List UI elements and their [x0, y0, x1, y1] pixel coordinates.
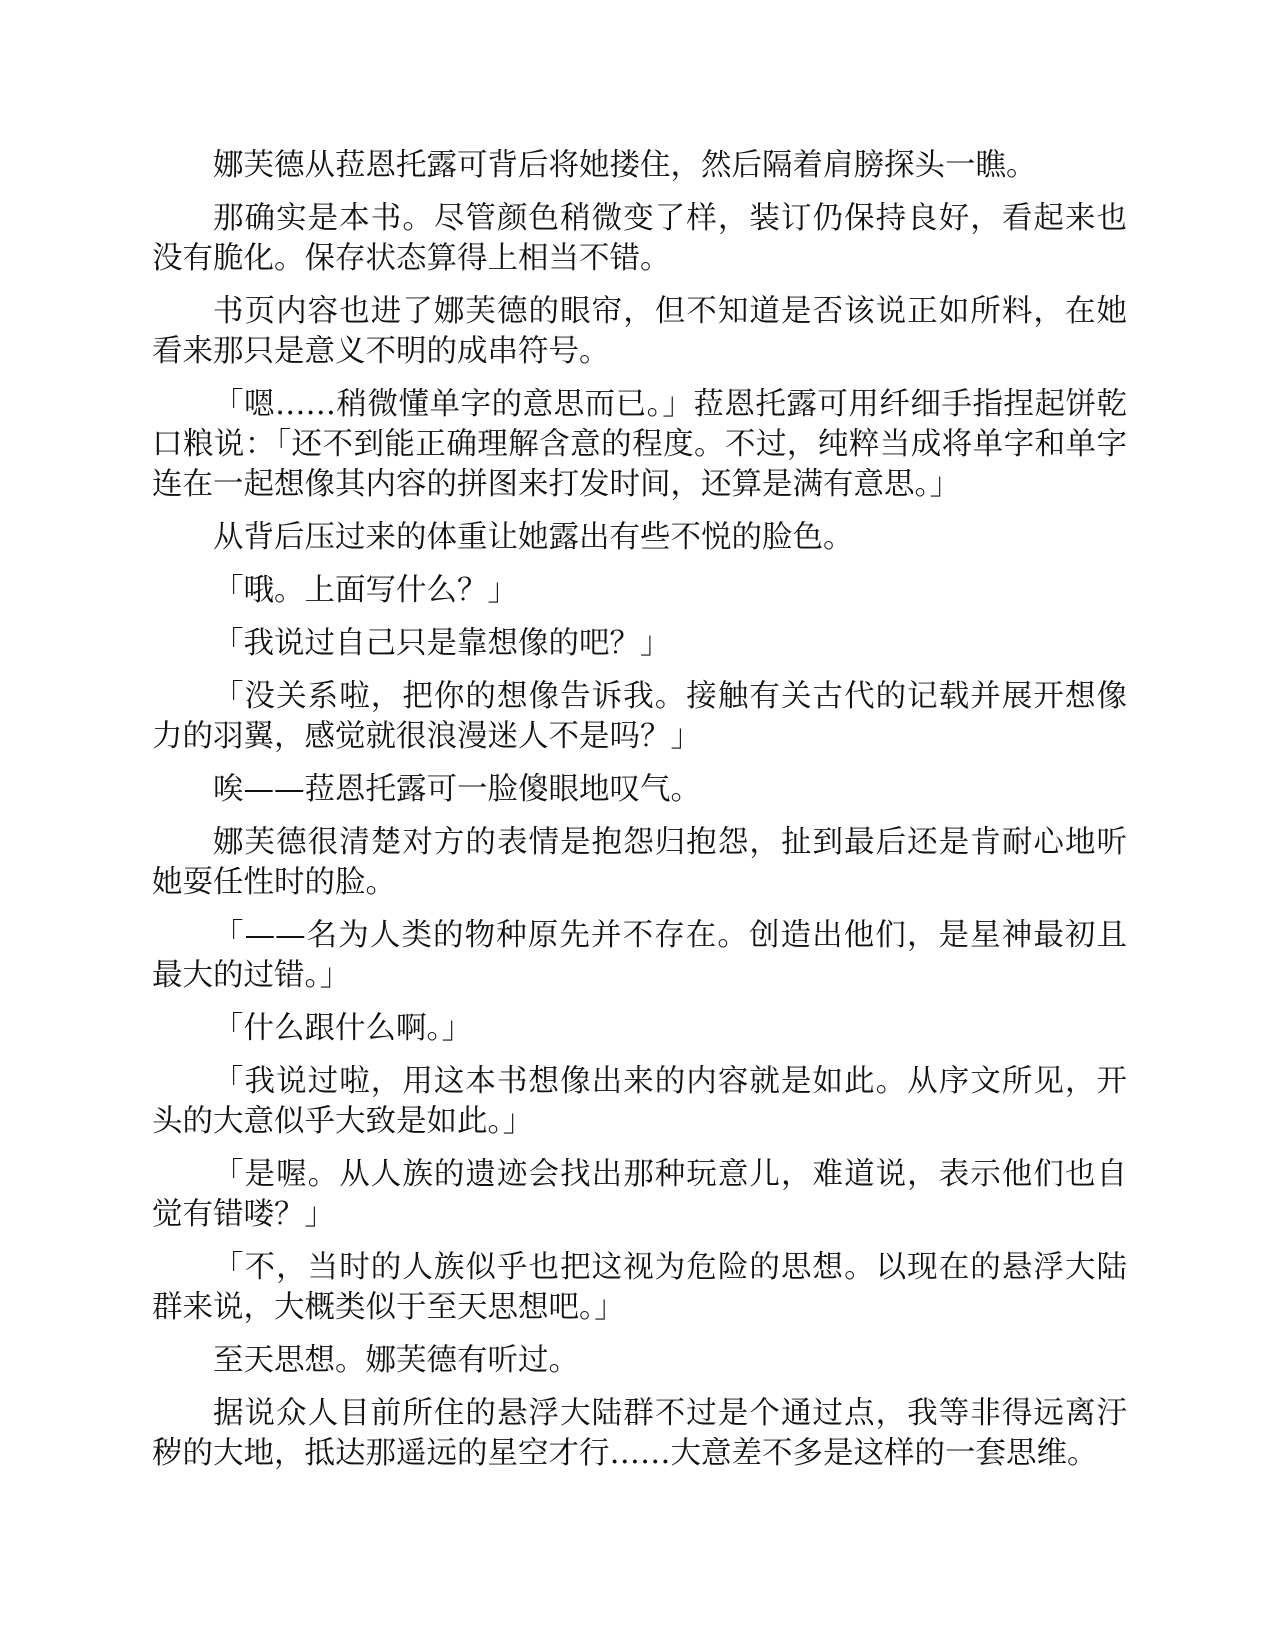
paragraph: 唉——菈恩托露可一脸傻眼地叹气。 — [213, 772, 701, 807]
paragraph: 「是喔。从人族的遗迹会找出那种玩意儿，难道说，表示他们也自觉有错喽？」 — [152, 1157, 1127, 1232]
paragraph: 「不，当时的人族似乎也把这视为危险的思想。以现在的悬浮大陆群来说，大概类似于至天思想吧。」 — [152, 1250, 1127, 1325]
paragraph: 那确实是本书。尽管颜色稍微变了样，装订仍保持良好，看起来也没有脆化。保存状态算得上相当不错。 — [152, 201, 1127, 276]
paragraph: 至天思想。娜芙德有听过。 — [213, 1343, 579, 1378]
paragraph: 「嗯……稍微懂单字的意思而已。」菈恩托露可用纤细手指捏起饼乾口粮说：「还不到能正确理解含意的程度。不过，纯粹当成将单字和单字连在一起想像其内容的拼图来打发时间，还算是满有意思。」 — [152, 387, 1127, 502]
paragraph: 据说众人目前所住的悬浮大陆群不过是个通过点，我等非得远离汙秽的大地，抵达那遥远的星空才行……大意差不多是这样的一套思维。 — [152, 1396, 1127, 1471]
paragraph: 「我说过啦，用这本书想像出来的内容就是如此。从序文所见，开头的大意似乎大致是如此。」 — [152, 1064, 1127, 1139]
paragraph: 从背后压过来的体重让她露出有些不悦的脸色。 — [213, 520, 854, 555]
paragraph: 娜芙德从菈恩托露可背后将她搂住，然后隔着肩膀探头一瞧。 — [213, 148, 1037, 183]
paragraph: 「什么跟什么啊。」 — [213, 1011, 473, 1046]
paragraph: 「没关系啦，把你的想像告诉我。接触有关古代的记载并展开想像力的羽翼，感觉就很浪漫迷人不是吗？」 — [152, 679, 1127, 754]
paragraph: 「——名为人类的物种原先并不存在。创造出他们，是星神最初且最大的过错。」 — [152, 918, 1127, 993]
paragraph: 「我说过自己只是靠想像的吧？」 — [213, 626, 671, 661]
paragraph: 「哦。上面写什么？」 — [213, 573, 518, 608]
paragraph: 书页内容也进了娜芙德的眼帘，但不知道是否该说正如所料，在她看来那只是意义不明的成串符号。 — [152, 294, 1127, 369]
paragraph: 娜芙德很清楚对方的表情是抱怨归抱怨，扯到最后还是肯耐心地听她耍任性时的脸。 — [152, 825, 1127, 900]
document-page — [152, 146, 1127, 1487]
